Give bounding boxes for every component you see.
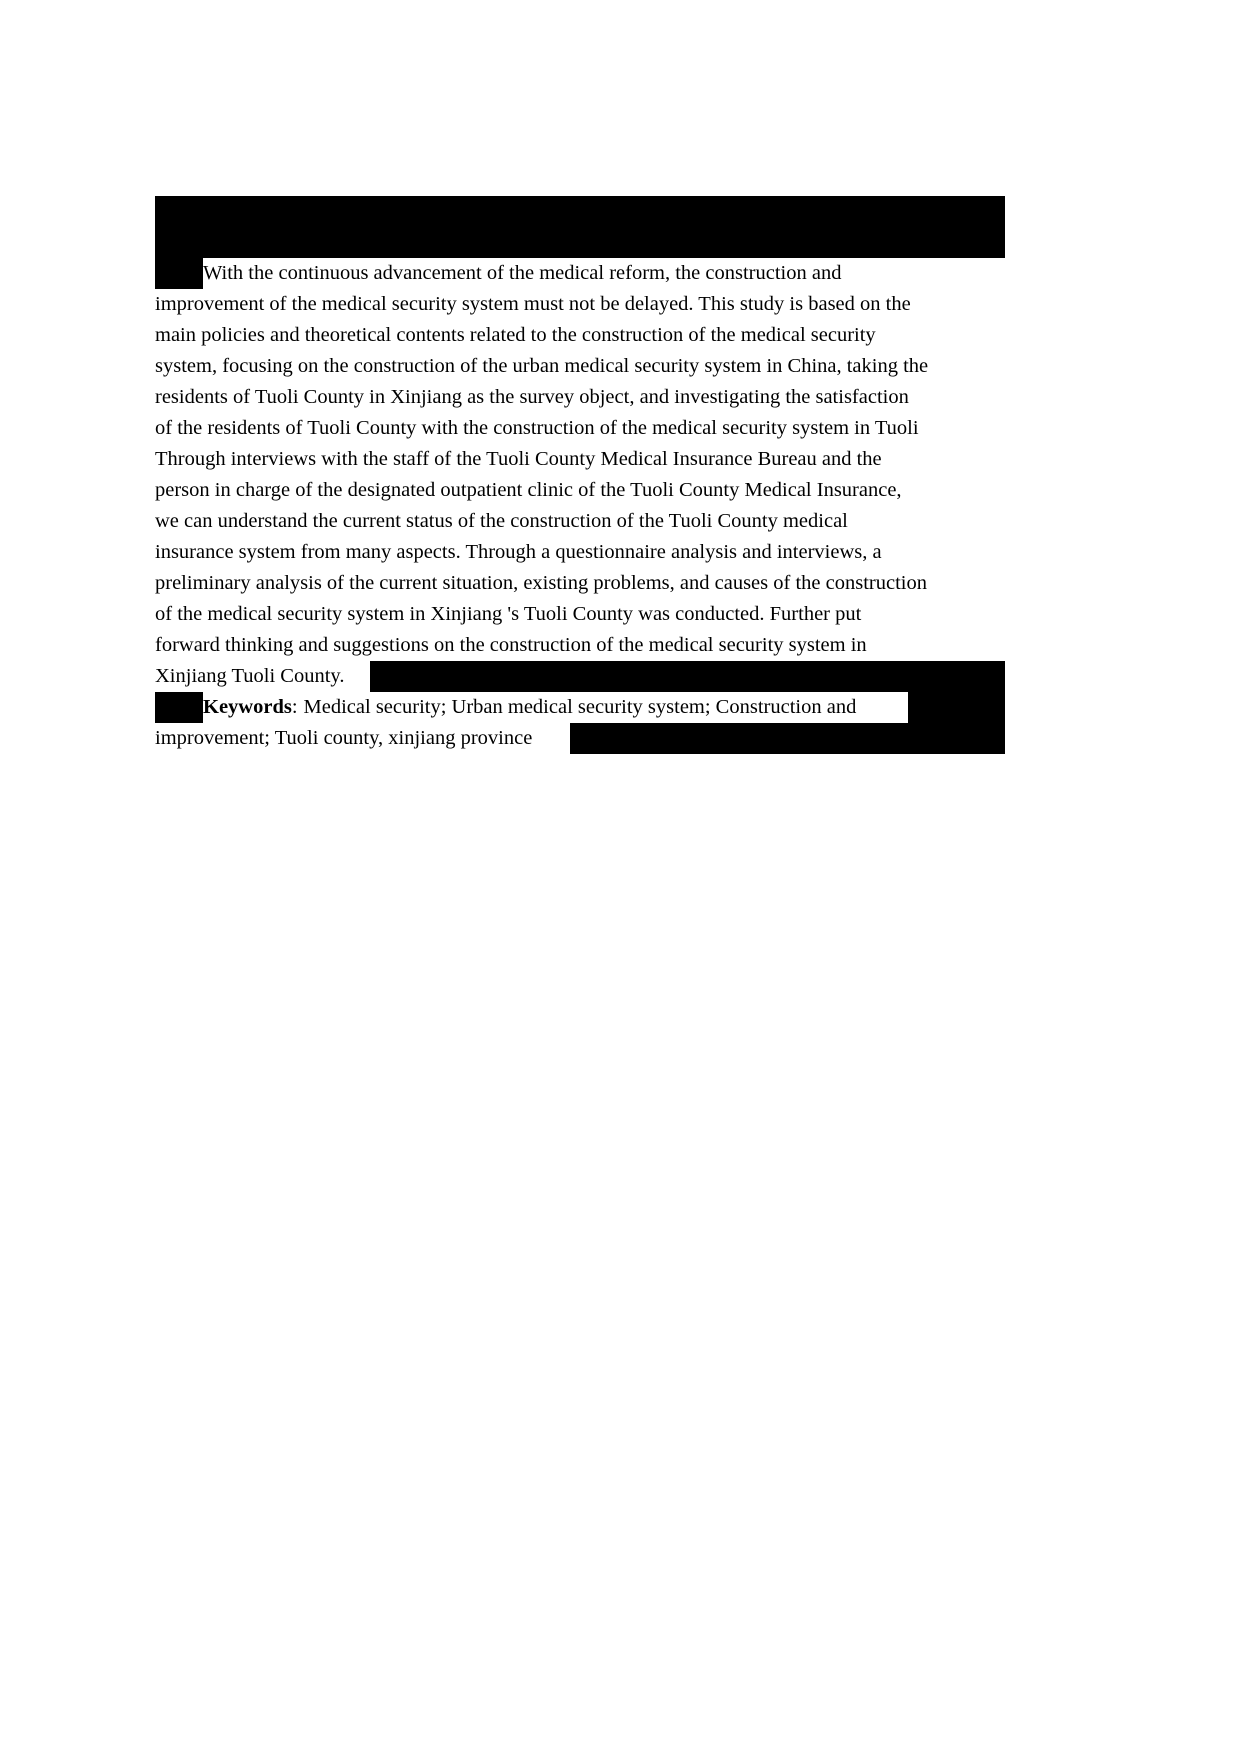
abstract-line: system, focusing on the construction of the urban medical security system in China, taking the [155,351,1005,382]
abstract-body [155,258,1005,754]
keywords-separator: : [291,696,298,718]
keywords-line [155,692,1005,723]
keywords-text-line2: improvement; Tuoli county, xinjiang province [155,727,533,749]
abstract-block [155,196,1005,754]
abstract-line: insurance system from many aspects. Through a questionnaire analysis and interviews, a [155,537,1005,568]
keywords-line-text [155,723,570,754]
abstract-line [155,661,1005,692]
keywords-text-line1: Medical security; Urban medical security system; Construction and [303,696,857,718]
abstract-line-text: Xinjiang Tuoli County. [155,661,370,692]
abstract-line: of the medical security system in Xinjiang 's Tuoli County was conducted. Further put [155,599,1005,630]
redacted-title-bar [155,196,1005,258]
abstract-line: main policies and theoretical contents related to the construction of the medical security [155,320,1005,351]
line-tail-redaction [570,723,1005,754]
keywords-line-text [203,692,908,723]
abstract-line [155,258,1005,289]
abstract-line: preliminary analysis of the current situation, existing problems, and causes of the construction [155,568,1005,599]
paragraph-indent [155,258,203,289]
paragraph-indent [155,692,203,723]
abstract-line-text: With the continuous advancement of the medical reform, the construction and [203,258,1005,289]
line-tail-redaction [908,692,1005,723]
abstract-line: Through interviews with the staff of the Tuoli County Medical Insurance Bureau and the [155,444,1005,475]
line-tail-redaction [370,661,1005,692]
keywords-line [155,723,1005,754]
abstract-line: forward thinking and suggestions on the construction of the medical security system in [155,630,1005,661]
abstract-line: of the residents of Tuoli County with the construction of the medical security system in Tuoli [155,413,1005,444]
keywords-label: Keywords [203,696,292,718]
abstract-line: person in charge of the designated outpatient clinic of the Tuoli County Medical Insurance, [155,475,1005,506]
abstract-line: improvement of the medical security system must not be delayed. This study is based on the [155,289,1005,320]
abstract-line: residents of Tuoli County in Xinjiang as the survey object, and investigating the satisfaction [155,382,1005,413]
abstract-line: we can understand the current status of the construction of the Tuoli County medical [155,506,1005,537]
